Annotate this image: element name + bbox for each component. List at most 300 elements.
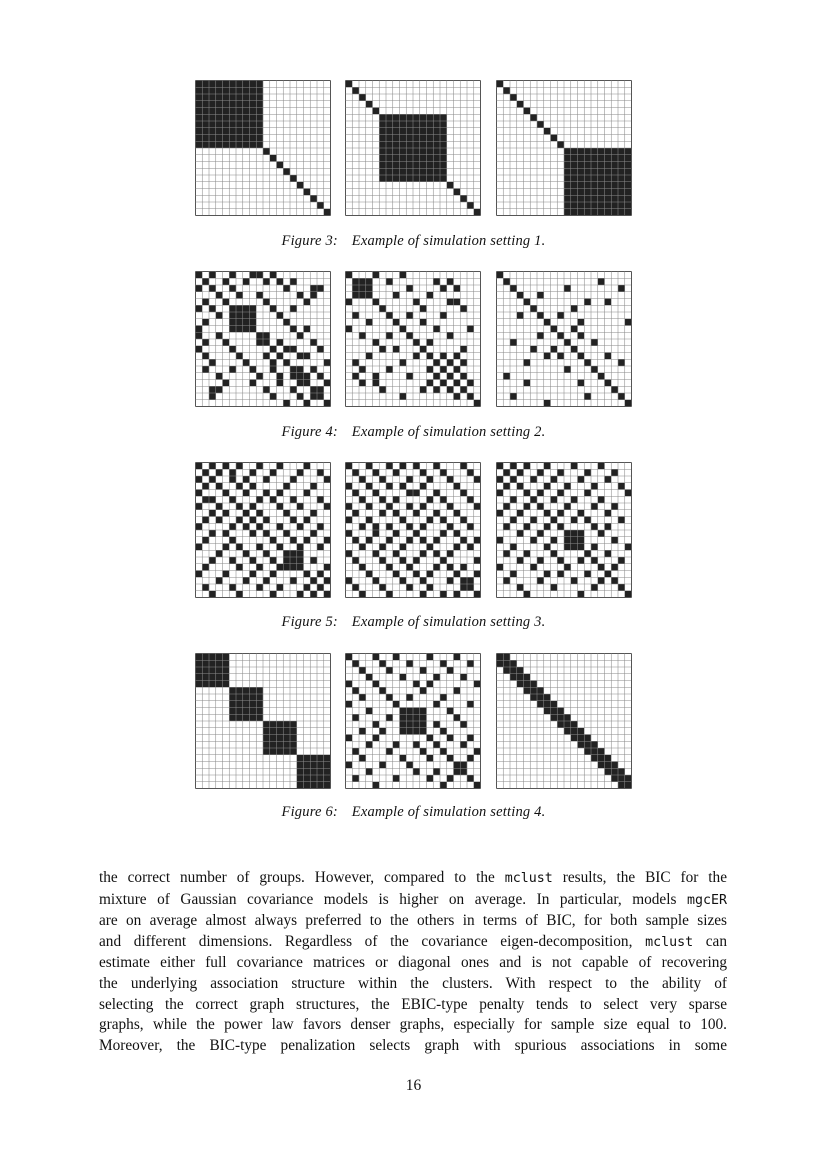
matrix-cell (598, 175, 605, 182)
matrix-cell (256, 135, 263, 142)
matrix-cell (196, 332, 203, 339)
matrix-cell (591, 209, 598, 216)
matrix-cell (440, 496, 447, 503)
matrix-cell (467, 523, 474, 530)
matrix-cell (406, 373, 413, 380)
matrix-cell (591, 168, 598, 175)
matrix-cell (544, 319, 551, 326)
adjacency-matrix (496, 271, 632, 407)
matrix-cell (290, 537, 297, 544)
matrix-cell (297, 557, 304, 564)
matrix-cell (386, 114, 393, 121)
matrix-cell (584, 202, 591, 209)
matrix-cell (297, 380, 304, 387)
matrix-cell (209, 386, 216, 393)
matrix-cell (611, 577, 618, 584)
matrix-cell (209, 108, 216, 115)
matrix-cell (304, 755, 311, 762)
matrix-cell (324, 400, 331, 407)
matrix-cell (304, 299, 311, 306)
matrix-cell (571, 326, 578, 333)
matrix-cell (310, 510, 317, 517)
matrix-cell (270, 741, 277, 748)
matrix-cell (229, 687, 236, 694)
matrix-cell (447, 278, 454, 285)
matrix-cell (537, 332, 544, 339)
matrix-cell (270, 748, 277, 755)
matrix-cell (557, 312, 564, 319)
matrix-cell (216, 94, 223, 101)
matrix-cell (406, 564, 413, 571)
matrix-cell (346, 326, 353, 333)
matrix-cell (510, 544, 517, 551)
matrix-cell (243, 114, 250, 121)
matrix-cell (400, 141, 407, 148)
matrix-cell (400, 544, 407, 551)
matrix-cell (447, 523, 454, 530)
matrix-cell (571, 735, 578, 742)
matrix-cell (427, 128, 434, 135)
matrix-cell (297, 550, 304, 557)
matrix-cell (454, 380, 461, 387)
matrix-cell (236, 591, 243, 598)
matrix-cell (229, 285, 236, 292)
matrix-cell (537, 292, 544, 299)
matrix-cell (420, 114, 427, 121)
matrix-cell (618, 202, 625, 209)
matrix-cell (250, 81, 257, 88)
matrix-cell (571, 195, 578, 202)
matrix-cell (564, 148, 571, 155)
matrix-cell (517, 469, 524, 476)
matrix-cell (524, 299, 531, 306)
matrix-cell (229, 694, 236, 701)
matrix-cell (229, 87, 236, 94)
matrix-cell (544, 463, 551, 470)
matrix-cell (359, 292, 366, 299)
matrix-cell (510, 285, 517, 292)
matrix-cell (591, 366, 598, 373)
matrix-cell (537, 490, 544, 497)
matrix-cell (236, 94, 243, 101)
matrix-cell (454, 654, 461, 661)
matrix-cell (564, 530, 571, 537)
matrix-cell (605, 768, 612, 775)
matrix-cell (317, 755, 324, 762)
matrix-cell (359, 278, 366, 285)
matrix-cell (373, 721, 380, 728)
matrix-cell (346, 681, 353, 688)
matrix-cell (503, 654, 510, 661)
matrix-cell (263, 278, 270, 285)
matrix-cell (605, 162, 612, 169)
matrix-cell (454, 762, 461, 769)
matrix-cell (591, 584, 598, 591)
adjacency-matrix (496, 80, 632, 216)
matrix-cell (571, 496, 578, 503)
matrix-cell (578, 728, 585, 735)
matrix-cell (510, 496, 517, 503)
matrix-cell (256, 463, 263, 470)
matrix-cell (373, 782, 380, 789)
matrix-cell (386, 141, 393, 148)
matrix-cell (263, 721, 270, 728)
adjacency-matrix (496, 462, 632, 598)
matrix-cell (467, 469, 474, 476)
matrix-cell (310, 393, 317, 400)
matrix-cell (229, 557, 236, 564)
matrix-cell (229, 476, 236, 483)
matrix-cell (537, 701, 544, 708)
matrix-cell (551, 584, 558, 591)
matrix-cell (598, 209, 605, 216)
matrix-cell (578, 195, 585, 202)
matrix-cell (625, 155, 632, 162)
matrix-cell (196, 121, 203, 128)
matrix-cell (611, 386, 618, 393)
matrix-cell (324, 359, 331, 366)
matrix-cell (317, 393, 324, 400)
matrix-cell (393, 121, 400, 128)
matrix-cell (544, 353, 551, 360)
matrix-cell (578, 189, 585, 196)
matrix-cell (433, 721, 440, 728)
matrix-cell (317, 762, 324, 769)
matrix-cell (256, 510, 263, 517)
matrix-cell (447, 577, 454, 584)
matrix-cell (598, 278, 605, 285)
matrix-cell (611, 503, 618, 510)
matrix-cell (229, 496, 236, 503)
matrix-cell (578, 175, 585, 182)
matrix-cell (420, 523, 427, 530)
matrix-cell (209, 135, 216, 142)
matrix-cell (598, 564, 605, 571)
matrix-cell (297, 782, 304, 789)
matrix-cell (243, 694, 250, 701)
matrix-cell (196, 326, 203, 333)
matrix-cell (202, 81, 209, 88)
matrix-cell (352, 469, 359, 476)
matrix-cell (236, 687, 243, 694)
matrix-cell (393, 654, 400, 661)
matrix-cell (236, 305, 243, 312)
matrix-cell (263, 490, 270, 497)
matrix-cell (551, 346, 558, 353)
matrix-cell (379, 660, 386, 667)
matrix-cell (283, 721, 290, 728)
matrix-cell (460, 584, 467, 591)
matrix-cell (578, 591, 585, 598)
matrix-cell (250, 694, 257, 701)
matrix-cell (510, 393, 517, 400)
matrix-cell (196, 674, 203, 681)
matrix-cell (584, 359, 591, 366)
matrix-cell (537, 557, 544, 564)
matrix-cell (440, 141, 447, 148)
adjacency-matrix (345, 80, 481, 216)
matrix-cell (263, 386, 270, 393)
matrix-cell (223, 278, 230, 285)
matrix-cell (243, 94, 250, 101)
matrix-cell (283, 359, 290, 366)
matrix-cell (427, 654, 434, 661)
matrix-cell (618, 182, 625, 189)
matrix-cell (591, 182, 598, 189)
matrix-cell (605, 209, 612, 216)
matrix-cell (447, 182, 454, 189)
matrix-cell (530, 694, 537, 701)
matrix-cell (420, 175, 427, 182)
figure-label: Figure 3: (281, 233, 338, 249)
matrix-cell (584, 490, 591, 497)
matrix-cell (236, 701, 243, 708)
matrix-cell (584, 469, 591, 476)
matrix-cell (202, 121, 209, 128)
matrix-cell (317, 496, 324, 503)
matrix-cell (584, 741, 591, 748)
matrix-cell (578, 182, 585, 189)
matrix-cell (433, 463, 440, 470)
matrix-cell (223, 101, 230, 108)
matrix-cell (256, 272, 263, 279)
matrix-cell (359, 694, 366, 701)
matrix-cell (379, 141, 386, 148)
matrix-cell (454, 510, 461, 517)
matrix-cell (433, 121, 440, 128)
matrix-cell (297, 762, 304, 769)
adjacency-matrix (195, 653, 331, 789)
matrix-cell (236, 81, 243, 88)
matrix-cell (216, 87, 223, 94)
matrix-cell (598, 195, 605, 202)
matrix-cell (413, 741, 420, 748)
adjacency-matrix (345, 462, 481, 598)
matrix-cell (373, 373, 380, 380)
matrix-cell (229, 366, 236, 373)
matrix-cell (379, 168, 386, 175)
matrix-cell (544, 523, 551, 530)
matrix-cell (551, 714, 558, 721)
matrix-cell (352, 557, 359, 564)
matrix-cell (524, 674, 531, 681)
matrix-cell (584, 571, 591, 578)
matrix-cell (250, 128, 257, 135)
matrix-cell (406, 728, 413, 735)
matrix-cell (366, 353, 373, 360)
matrix-cell (223, 660, 230, 667)
matrix-cell (517, 681, 524, 688)
matrix-cell (346, 530, 353, 537)
matrix-cell (209, 496, 216, 503)
matrix-cell (544, 483, 551, 490)
matrix-cell (564, 564, 571, 571)
matrix-cell (564, 209, 571, 216)
matrix-cell (420, 135, 427, 142)
matrix-cell (352, 373, 359, 380)
matrix-cell (460, 537, 467, 544)
matrix-cell (454, 544, 461, 551)
matrix-cell (460, 674, 467, 681)
matrix-cell (317, 202, 324, 209)
matrix-cell (229, 701, 236, 708)
matrix-cell (557, 510, 564, 517)
matrix-cell (297, 393, 304, 400)
matrix-cell (524, 380, 531, 387)
matrix-cell (591, 155, 598, 162)
matrix-cell (216, 654, 223, 661)
matrix-cell (270, 469, 277, 476)
matrix-cell (440, 175, 447, 182)
matrix-cell (352, 714, 359, 721)
matrix-cell (283, 400, 290, 407)
matrix-cell (440, 168, 447, 175)
matrix-cell (209, 510, 216, 517)
matrix-cell (598, 168, 605, 175)
matrix-cell (256, 544, 263, 551)
matrix-cell (196, 114, 203, 121)
matrix-cell (584, 189, 591, 196)
matrix-cell (618, 775, 625, 782)
figure-5-caption (0, 614, 827, 631)
matrix-cell (236, 108, 243, 115)
matrix-cell (379, 162, 386, 169)
matrix-cell (413, 114, 420, 121)
matrix-cell (605, 189, 612, 196)
matrix-cell (571, 189, 578, 196)
matrix-cell (447, 386, 454, 393)
matrix-cell (440, 285, 447, 292)
matrix-cell (229, 114, 236, 121)
matrix-cell (618, 517, 625, 524)
matrix-cell (551, 326, 558, 333)
matrix-cell (229, 94, 236, 101)
matrix-cell (440, 312, 447, 319)
matrix-cell (406, 141, 413, 148)
matrix-cell (564, 195, 571, 202)
matrix-cell (537, 530, 544, 537)
matrix-cell (440, 728, 447, 735)
matrix-cell (433, 175, 440, 182)
matrix-cell (270, 359, 277, 366)
matrix-cell (243, 81, 250, 88)
matrix-cell (503, 550, 510, 557)
matrix-cell (263, 476, 270, 483)
matrix-cell (611, 469, 618, 476)
matrix-cell (304, 762, 311, 769)
matrix-cell (517, 674, 524, 681)
matrix-cell (557, 721, 564, 728)
matrix-cell (223, 135, 230, 142)
matrix-cell (584, 168, 591, 175)
matrix-cell (366, 278, 373, 285)
matrix-cell (250, 557, 257, 564)
matrix-cell (386, 128, 393, 135)
matrix-cell (346, 483, 353, 490)
matrix-cell (386, 162, 393, 169)
matrix-cell (503, 667, 510, 674)
matrix-cell (530, 476, 537, 483)
matrix-cell (406, 490, 413, 497)
matrix-cell (605, 510, 612, 517)
matrix-cell (229, 108, 236, 115)
matrix-cell (229, 305, 236, 312)
matrix-cell (400, 135, 407, 142)
matrix-cell (196, 571, 203, 578)
matrix-cell (625, 148, 632, 155)
matrix-cell (277, 748, 284, 755)
matrix-cell (310, 591, 317, 598)
matrix-cell (196, 272, 203, 279)
matrix-cell (584, 182, 591, 189)
matrix-cell (270, 721, 277, 728)
matrix-cell (413, 148, 420, 155)
matrix-cell (250, 114, 257, 121)
matrix-cell (256, 496, 263, 503)
matrix-cell (216, 108, 223, 115)
matrix-cell (256, 339, 263, 346)
matrix-cell (400, 168, 407, 175)
matrix-cell (524, 490, 531, 497)
matrix-cell (277, 312, 284, 319)
matrix-cell (202, 517, 209, 524)
matrix-cell (625, 182, 632, 189)
matrix-cell (216, 681, 223, 688)
matrix-cell (202, 654, 209, 661)
matrix-cell (474, 209, 481, 216)
matrix-cell (202, 667, 209, 674)
matrix-cell (571, 463, 578, 470)
matrix-cell (400, 359, 407, 366)
matrix-cell (625, 168, 632, 175)
matrix-cell (359, 496, 366, 503)
matrix-cell (346, 762, 353, 769)
matrix-cell (584, 748, 591, 755)
matrix-cell (297, 591, 304, 598)
figure-4-panels (195, 271, 632, 407)
matrix-cell (359, 755, 366, 762)
matrix-cell (236, 128, 243, 135)
matrix-cell (625, 591, 632, 598)
matrix-cell (216, 660, 223, 667)
matrix-cell (366, 285, 373, 292)
matrix-cell (263, 530, 270, 537)
matrix-cell (460, 517, 467, 524)
matrix-cell (591, 339, 598, 346)
matrix-cell (497, 272, 504, 279)
matrix-cell (209, 674, 216, 681)
matrix-cell (359, 332, 366, 339)
matrix-cell (447, 373, 454, 380)
figure-3-panels (195, 80, 632, 216)
matrix-cell (256, 114, 263, 121)
matrix-cell (557, 490, 564, 497)
matrix-cell (243, 121, 250, 128)
matrix-cell (400, 577, 407, 584)
matrix-cell (618, 162, 625, 169)
matrix-cell (420, 687, 427, 694)
matrix-cell (605, 762, 612, 769)
matrix-cell (440, 591, 447, 598)
matrix-cell (386, 148, 393, 155)
matrix-cell (243, 305, 250, 312)
figure-5-panels (195, 462, 632, 598)
matrix-cell (524, 681, 531, 688)
figure-6-caption (0, 804, 827, 821)
matrix-cell (611, 175, 618, 182)
matrix-cell (310, 195, 317, 202)
matrix-cell (406, 135, 413, 142)
